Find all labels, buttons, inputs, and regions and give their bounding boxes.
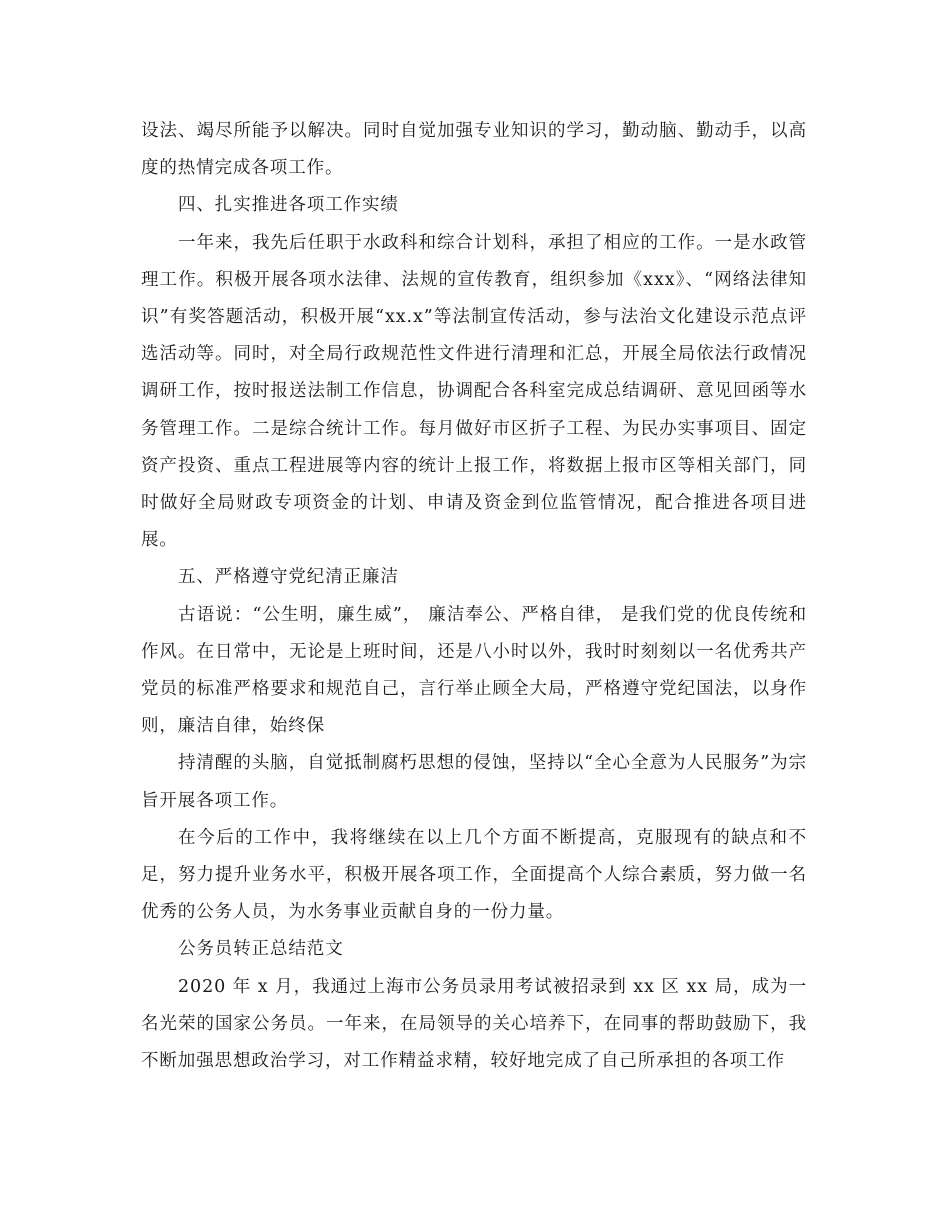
paragraph-integrity: 古语说：“公生明，廉生威”， 廉洁奉公、严格自律， 是我们党的优良传统和作风。在日常中，无论是上班时间，还是八小时以外，我时时刻刻以一名优秀共产党员的标准严格要求和规范自己，言行举止顾全大局，严格遵守党纪国法，以身作则，廉洁自律，始终保: [141, 604, 807, 737]
paragraph-future-work: 在今后的工作中，我将继续在以上几个方面不断提高，克服现有的缺点和不足，努力提升业务水平，积极开展各项工作，全面提高个人综合素质，努力做一名优秀的公务人员，为水务事业贡献自身的一份力量。: [141, 827, 807, 923]
section-heading-five: 五、严格遵守党纪清正廉洁: [178, 567, 399, 588]
paragraph-sample-intro: 2020 年 x 月，我通过上海市公务员录用考试被招录到 xx 区 xx 局，成为一名光荣的国家公务员。一年来，在局领导的关心培养下，在同事的帮助鼓励下，我不断加强思想政治学习，对工作精益求精，较好地完成了自己所承担的各项工作: [141, 976, 807, 1072]
document-title-sample: 公务员转正总结范文: [178, 939, 344, 960]
paragraph-continued: 设法、竭尽所能予以解决。同时自觉加强专业知识的学习，勤动脑、勤动手，以高度的热情完成各项工作。: [141, 121, 807, 179]
document-page: [141, 113, 807, 1080]
paragraph-work-achievements: 一年来，我先后任职于水政科和综合计划科，承担了相应的工作。一是水政管理工作。积极开展各项水法律、法规的宣传教育，组织参加《xxx》、“网络法律知识”有奖答题活动，积极开展“xx.x”等法制宣传活动，参与法治文化建设示范点评选活动等。同时，对全局行政规范性文件进行清理和汇总，开展全局依法行政情况调研工作，按时报送法制工作信息，协调配合各科室完成总结调研、意见回函等水务管理工作。二是综合统计工作。每月做好市区折子工程、为民办实事项目、固定资产投资、重点工程进展等内容的统计上报工作，将数据上报市区等相关部门，同时做好全局财政专项资金的计划、申请及资金到位监管情况，配合推进各项目进展。: [141, 232, 807, 551]
paragraph-integrity-continued: 持清醒的头脑，自觉抵制腐朽思想的侵蚀，坚持以“全心全意为人民服务”为宗旨开展各项工作。: [141, 753, 807, 811]
section-heading-four: 四、扎实推进各项工作实绩: [178, 195, 399, 216]
